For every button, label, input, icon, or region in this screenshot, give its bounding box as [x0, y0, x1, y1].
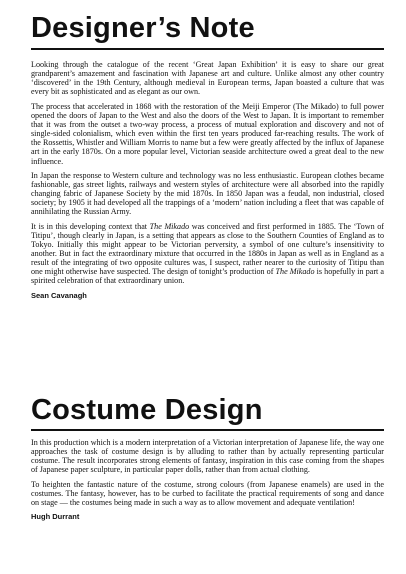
mikado-title-ref: The Mikado [275, 267, 315, 277]
designers-note-rule [31, 48, 384, 50]
designers-note-title: Designer’s Note [31, 12, 255, 44]
costume-design-title: Costume Design [31, 394, 263, 426]
costume-design-body [31, 438, 384, 526]
designers-note-paragraph-2: The process that accelerated in 1868 with the restoration of the Meiji Emperor (The Mikado) to full power opened the doors of Japan to the West and also the doors of the West to Japan. It is important to remember that it was from the outset a two-way process, a process of mutual exploration and discovery and not of single-sided colonialism, which even within the first ten years produced far-reaching results. The work of the Rossettis, Whistler and William Morris to name but a few were greatly affected by the influx of Japanese art in the early 1870s. On a more popular level, Victorian seaside architecture owed a great deal to the new influence. [31, 101, 384, 166]
designers-note-paragraph-3: In Japan the response to Western culture and technology was no less enthusiastic. European clothes became fashionable, gas street lights, railways and western styles of architecture were all absorbed into the rapidly changing fabric of Japanese Society by the mid 1870s. In 1850 Japan was a feudal, non industrial, closed society; by 1905 it had developed all the trappings of a ‘modern’ nation including a fleet that was capable of annihilating the Russian Army. [31, 170, 384, 217]
designers-note-body [31, 60, 384, 305]
costume-design-rule [31, 429, 384, 431]
designers-note-paragraph-1: Looking through the catalogue of the recent ‘Great Japan Exhibition’ it is easy to share our great grandparent’s amazement and fascination with Japanese art and culture. Unlike almost any other country ‘discovered’ in the 19th Century, although medieval in European terms, Japan boasted a culture that was every bit as sophisticated and as elegant as our own. [31, 60, 384, 97]
costume-design-author: Hugh Durrant [31, 512, 80, 522]
costume-design-paragraph-1: In this production which is a modern interpretation of a Victorian interpretation of Japanese life, the way one approaches the task of costume design is by alluding to rather than by actually representing particular costume. The result incorporates strong elements of fantasy, inspiration in this case coming from the shapes of Japanese paper sculpture, in particular paper dolls, rather than from actual clothing. [31, 438, 384, 475]
designers-note-author: Sean Cavanagh [31, 290, 87, 300]
costume-design-paragraph-2: To heighten the fantastic nature of the costume, strong colours (from Japanese enamels) are used in the costumes. The fantasy, however, has to be curbed to facilitate the practical requirements of song and dance on stage — the costumes being made in such a way as to allow movement and adequate ventilation! [31, 479, 384, 507]
mikado-title-ref: The Mikado [149, 221, 190, 231]
designers-note-paragraph-4: It is in this developing context that The Mikado was conceived and first performed in 1885. The ‘Town of Titipu’, though clearly in Japan, is a setting that appears as close to the Southern Counties of England as to Tokyo. Initially this might appear to be Victorian perversity, a symbol of one culture’s insensitivity to another. But in fact the extraordinary mixture that occurred in the 1880s in Japan as well as in England as a result of the integrating of two opposite cultures was, I suspect, rather nearer to the curiosity of Titipu than one might otherwise have suspected. The design of tonight’s production of The Mikado is hopefully in part a spirited celebration of that extraordinary union. [31, 221, 385, 286]
